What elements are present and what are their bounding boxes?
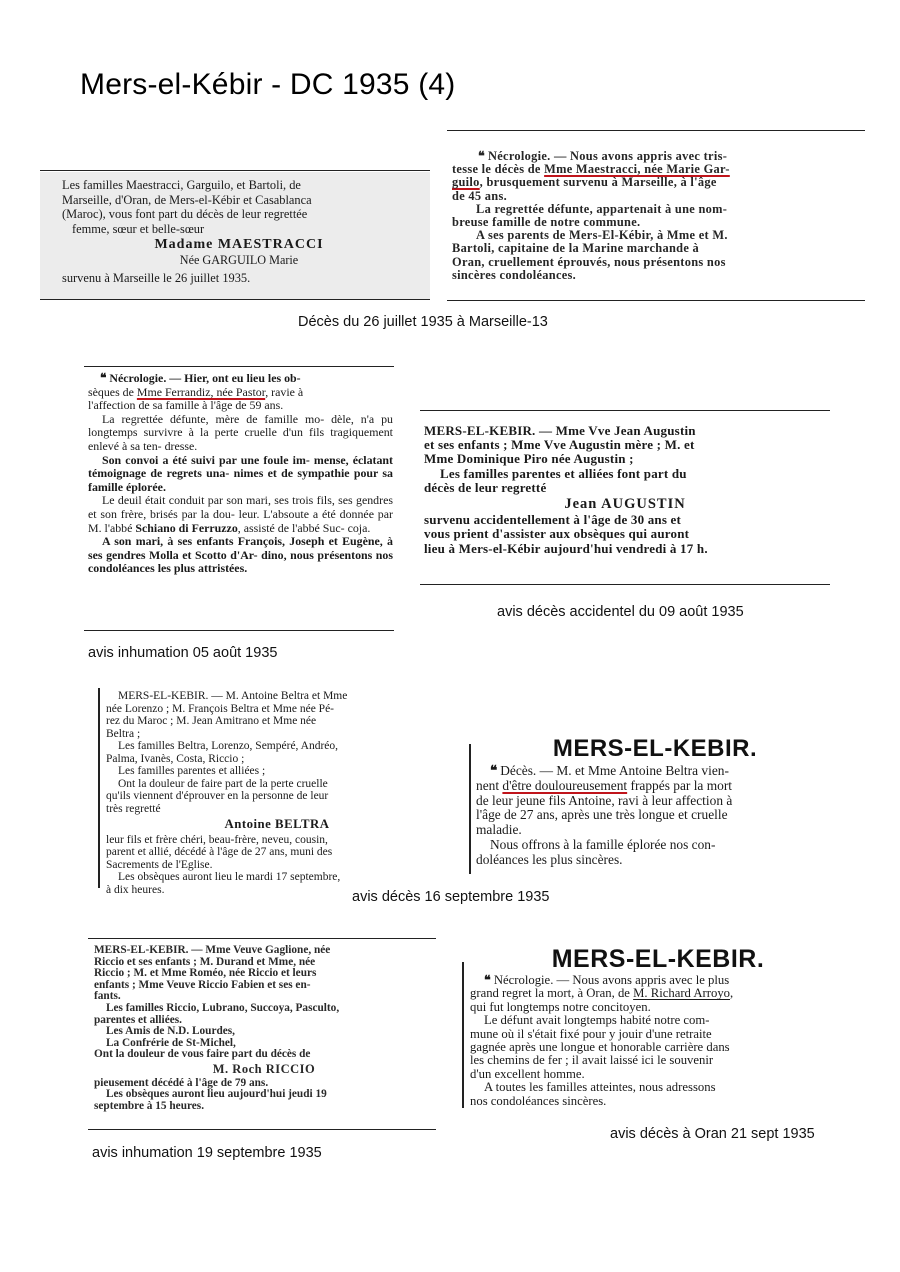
text-line: fants. bbox=[94, 990, 121, 1003]
text-line: maladie. bbox=[476, 822, 522, 838]
text: Nécrologie. — Nous avons appris avec le plus bbox=[493, 973, 730, 987]
divider bbox=[420, 410, 830, 411]
divider bbox=[88, 1129, 436, 1130]
text-line: Bartoli, capitaine de la Marine marchande à bbox=[452, 241, 700, 256]
newspaper-masthead: MERS-EL-KEBIR. bbox=[551, 945, 765, 973]
text: grand regret la mort, à Oran, de bbox=[470, 986, 634, 1001]
text-line: l'affection de sa famille à l'âge de 59 ans. bbox=[88, 398, 284, 413]
text-line: MERS-EL-KEBIR. — Mme Veuve Gaglione, née bbox=[94, 944, 331, 956]
text: Schiano di Ferruzzo bbox=[135, 520, 238, 535]
text: tesse le décès de bbox=[452, 162, 545, 177]
text-line: qu'ils viennent d'éprouver en la personne de leur bbox=[106, 790, 329, 802]
deceased-name: Madame MAESTRACCI bbox=[154, 237, 324, 253]
clipping-riccio-notice bbox=[94, 945, 434, 1112]
highlighted-name: Mme Maestracci, née Marie Gar- bbox=[544, 162, 730, 177]
paragraph: La regrettée défunte, mère de famille mo- dèle, n'a pu longtemps survivre à la perte cruelle d'un fils tragiquement enlevé à sa ten- dresse. bbox=[88, 411, 393, 453]
text-line: Les Amis de N.D. Lourdes, bbox=[106, 1025, 235, 1038]
text-line bbox=[470, 974, 846, 987]
text-line: décès de leur regretté bbox=[424, 479, 547, 495]
text-line: vous prient d'assister aux obsèques qui auront bbox=[424, 526, 690, 542]
text-line: Palma, Ivanès, Costa, Riccio ; bbox=[106, 752, 245, 765]
text-line: Ont la douleur de vous faire part du décès de bbox=[94, 1048, 311, 1061]
divider bbox=[447, 130, 865, 131]
paragraph: Son convoi a été suivi par une foule im- mense, éclatant témoignage de regrets una- nimes et de sympathie pour sa famille éplorée. bbox=[88, 452, 393, 494]
text-line: qui fut longtemps notre concitoyen. bbox=[470, 999, 651, 1014]
quote-marker-icon: ❝ bbox=[478, 149, 485, 163]
column-rule bbox=[469, 744, 471, 874]
text-line: Oran, cruellement éprouvés, nous présentons nos bbox=[452, 254, 726, 269]
text-line: survenu accidentellement à l'âge de 30 ans et bbox=[424, 512, 682, 528]
text-line: née Lorenzo ; M. François Beltra et Mme née Pé- bbox=[106, 702, 335, 715]
divider bbox=[40, 170, 430, 171]
column-rule bbox=[462, 962, 464, 1108]
clipping-ferrandiz-necrologie bbox=[88, 372, 393, 576]
text-line: gagnée après une longue et honorable carrière dans bbox=[470, 1040, 730, 1055]
divider bbox=[40, 299, 430, 300]
text: nent bbox=[476, 777, 503, 793]
text-line: Les obsèques auront lieu le mardi 17 septembre, bbox=[118, 871, 341, 883]
text: , bbox=[730, 986, 734, 1001]
text-line: Sacrements de l'Eglise. bbox=[106, 858, 213, 871]
text-line bbox=[476, 764, 834, 779]
paragraph bbox=[88, 494, 393, 535]
divider bbox=[84, 366, 394, 367]
text-line: Riccio et ses enfants ; M. Durand et Mme, née bbox=[94, 955, 316, 968]
text-line: sincères condoléances. bbox=[452, 267, 577, 282]
text-line: Le défunt avait longtemps habité notre com- bbox=[484, 1013, 710, 1028]
text-line: d'un excellent homme. bbox=[470, 1066, 585, 1081]
clipping-maestracci-notice bbox=[40, 172, 430, 299]
text-line bbox=[452, 176, 864, 189]
text-line: très regretté bbox=[106, 802, 161, 815]
text: Décès. — M. et Mme Antoine Beltra vien- bbox=[500, 763, 729, 778]
caption-4: avis décès 16 septembre 1935 bbox=[352, 889, 550, 905]
text-line bbox=[88, 372, 393, 386]
text-line: Les familles Beltra, Lorenzo, Sempéré, Andréo, bbox=[118, 740, 339, 752]
text-line: de leur jeune fils Antoine, ravi à leur affection à bbox=[476, 792, 733, 808]
text: Nécrologie. — Nous avons appris avec tris- bbox=[487, 149, 728, 163]
clipping-beltra-notice bbox=[106, 690, 448, 896]
text-line: A toutes les familles atteintes, nous adressons bbox=[484, 1080, 716, 1095]
caption-1: Décès du 26 juillet 1935 à Marseille-13 bbox=[298, 314, 548, 330]
text-line: Marseille, d'Oran, de Mers-el-Kébir et Casablanca bbox=[62, 192, 312, 207]
deceased-name: M. Roch RICCIO bbox=[212, 1061, 316, 1076]
text-line: Riccio ; M. et Mme Roméo, née Riccio et leurs bbox=[94, 967, 317, 980]
text-line: de 45 ans. bbox=[452, 188, 507, 203]
caption-2: avis inhumation 05 août 1935 bbox=[88, 645, 278, 661]
text-line: survenu à Marseille le 26 juillet 1935. bbox=[62, 270, 251, 285]
clipping-beltra-deces bbox=[476, 734, 834, 868]
text-line bbox=[88, 386, 393, 400]
quote-marker-icon: ❝ bbox=[484, 973, 491, 987]
text: Le deuil était conduit par son mari, ses trois fils, ses gendres et son frère, brisés par la dou- leur. L'absoute a été donnée par M. l'abbé bbox=[88, 493, 393, 535]
text: sèques de bbox=[88, 384, 137, 399]
text-line: MERS-EL-KEBIR. — Mme Vve Jean Augustin bbox=[424, 423, 696, 438]
text-line: leur fils et frère chéri, beau-frère, neveu, cousin, bbox=[106, 833, 328, 846]
highlighted-text: d'être douloureusement bbox=[502, 777, 628, 793]
text-line: nos condoléances sincères. bbox=[470, 1093, 607, 1108]
highlighted-name: Mme Ferrandiz, née Pastor bbox=[136, 384, 266, 399]
text: Nécrologie. — Hier, ont eu lieu les ob- bbox=[109, 371, 301, 385]
caption-5: avis inhumation 19 septembre 1935 bbox=[92, 1145, 322, 1161]
text-line: Les obsèques auront lieu aujourd'hui jeudi 19 bbox=[106, 1088, 327, 1101]
divider bbox=[420, 584, 830, 585]
text-line: La Confrérie de St-Michel, bbox=[106, 1036, 236, 1049]
text-line: (Maroc), vous font part du décès de leur regrettée bbox=[62, 207, 308, 222]
divider bbox=[88, 938, 436, 939]
text-line: à dix heures. bbox=[106, 883, 165, 896]
highlighted-name: M. Richard Arroyo bbox=[633, 986, 731, 1001]
divider bbox=[447, 300, 865, 301]
clipping-arroyo-necrologie bbox=[470, 944, 846, 1108]
text-line: septembre à 15 heures. bbox=[94, 1099, 205, 1112]
text-line bbox=[470, 987, 846, 1000]
caption-6: avis décès à Oran 21 sept 1935 bbox=[610, 1126, 815, 1142]
text-line bbox=[476, 779, 834, 794]
paragraph: A son mari, à ses enfants François, Joseph et Eugène, à ses gendres Molla et Scotto d'Ar- dino, nous présentons nos condoléances les plus attristées. bbox=[88, 534, 393, 576]
text-line: Ont la douleur de faire part de la perte cruelle bbox=[118, 777, 328, 790]
text-line: Les familles Maestracci, Garguilo, et Bartoli, de bbox=[62, 178, 301, 192]
text-line: pieusement décédé à l'âge de 79 ans. bbox=[94, 1076, 269, 1089]
divider bbox=[84, 630, 394, 631]
text: , brusquement survenu à Marseille, à l'âge bbox=[479, 175, 717, 190]
newspaper-masthead: MERS-EL-KEBIR. bbox=[552, 735, 758, 762]
text-line: mune où il s'était fixé pour y jouir d'une retraite bbox=[470, 1026, 712, 1041]
text: , ravie à bbox=[265, 384, 304, 399]
quote-marker-icon: ❝ bbox=[100, 371, 107, 385]
page-title: Mers-el-Kébir - DC 1935 (4) bbox=[80, 68, 456, 101]
text-line: l'âge de 27 ans, après une très longue et cruelle bbox=[476, 807, 728, 823]
text-line: et ses enfants ; Mme Vve Augustin mère ; M. et bbox=[424, 437, 695, 453]
highlighted-name: guilo bbox=[452, 175, 480, 190]
text-line: doléances les plus sincères. bbox=[476, 851, 623, 867]
text-line: A ses parents de Mers-El-Kébir, à Mme et M. bbox=[476, 228, 728, 243]
quote-marker-icon: ❝ bbox=[490, 763, 498, 778]
clipping-augustin-notice bbox=[424, 424, 826, 556]
text-line: Les familles parentes et alliées ; bbox=[118, 765, 266, 777]
text: frappés par la mort bbox=[627, 777, 733, 793]
deceased-name: Jean AUGUSTIN bbox=[564, 496, 686, 513]
text-line: MERS-EL-KEBIR. — M. Antoine Beltra et Mme bbox=[118, 690, 348, 702]
clipping-maestracci-necrologie bbox=[452, 150, 864, 282]
text-line: Beltra ; bbox=[106, 727, 141, 740]
text-line: Nous offrons à la famille éplorée nos con- bbox=[490, 836, 716, 852]
text-line: Mme Dominique Piro née Augustin ; bbox=[424, 451, 634, 467]
text-line: Les familles Riccio, Lubrano, Succoya, Pasculto, bbox=[106, 1001, 340, 1014]
text-line: rez du Maroc ; M. Jean Amitrano et Mme née bbox=[106, 715, 317, 727]
text-line: parentes et alliées. bbox=[94, 1013, 182, 1026]
deceased-name: Antoine BELTRA bbox=[224, 817, 330, 831]
text-line: breuse famille de notre commune. bbox=[452, 215, 641, 230]
maiden-name: Née GARGUILO Marie bbox=[179, 252, 299, 267]
text-line: enfants ; Mme Veuve Riccio Fabien et ses en- bbox=[94, 978, 311, 991]
text-line: lieu à Mers-el-Kébir aujourd'hui vendredi à 17 h. bbox=[424, 540, 708, 556]
text-line: femme, sœur et belle-sœur bbox=[72, 221, 205, 236]
text-line: les chemins de fer ; il avait laissé ici le souvenir bbox=[470, 1053, 714, 1068]
text-line: parent et allié, décédé à l'âge de 27 ans, muni des bbox=[106, 846, 333, 858]
text-line: Les familles parentes et alliées font part du bbox=[440, 465, 687, 481]
text: , assisté de l'abbé Suc- coja. bbox=[237, 520, 371, 535]
column-rule bbox=[98, 688, 100, 888]
text-line: La regrettée défunte, appartenait à une nom- bbox=[476, 201, 728, 216]
caption-3: avis décès accidentel du 09 août 1935 bbox=[497, 604, 744, 620]
